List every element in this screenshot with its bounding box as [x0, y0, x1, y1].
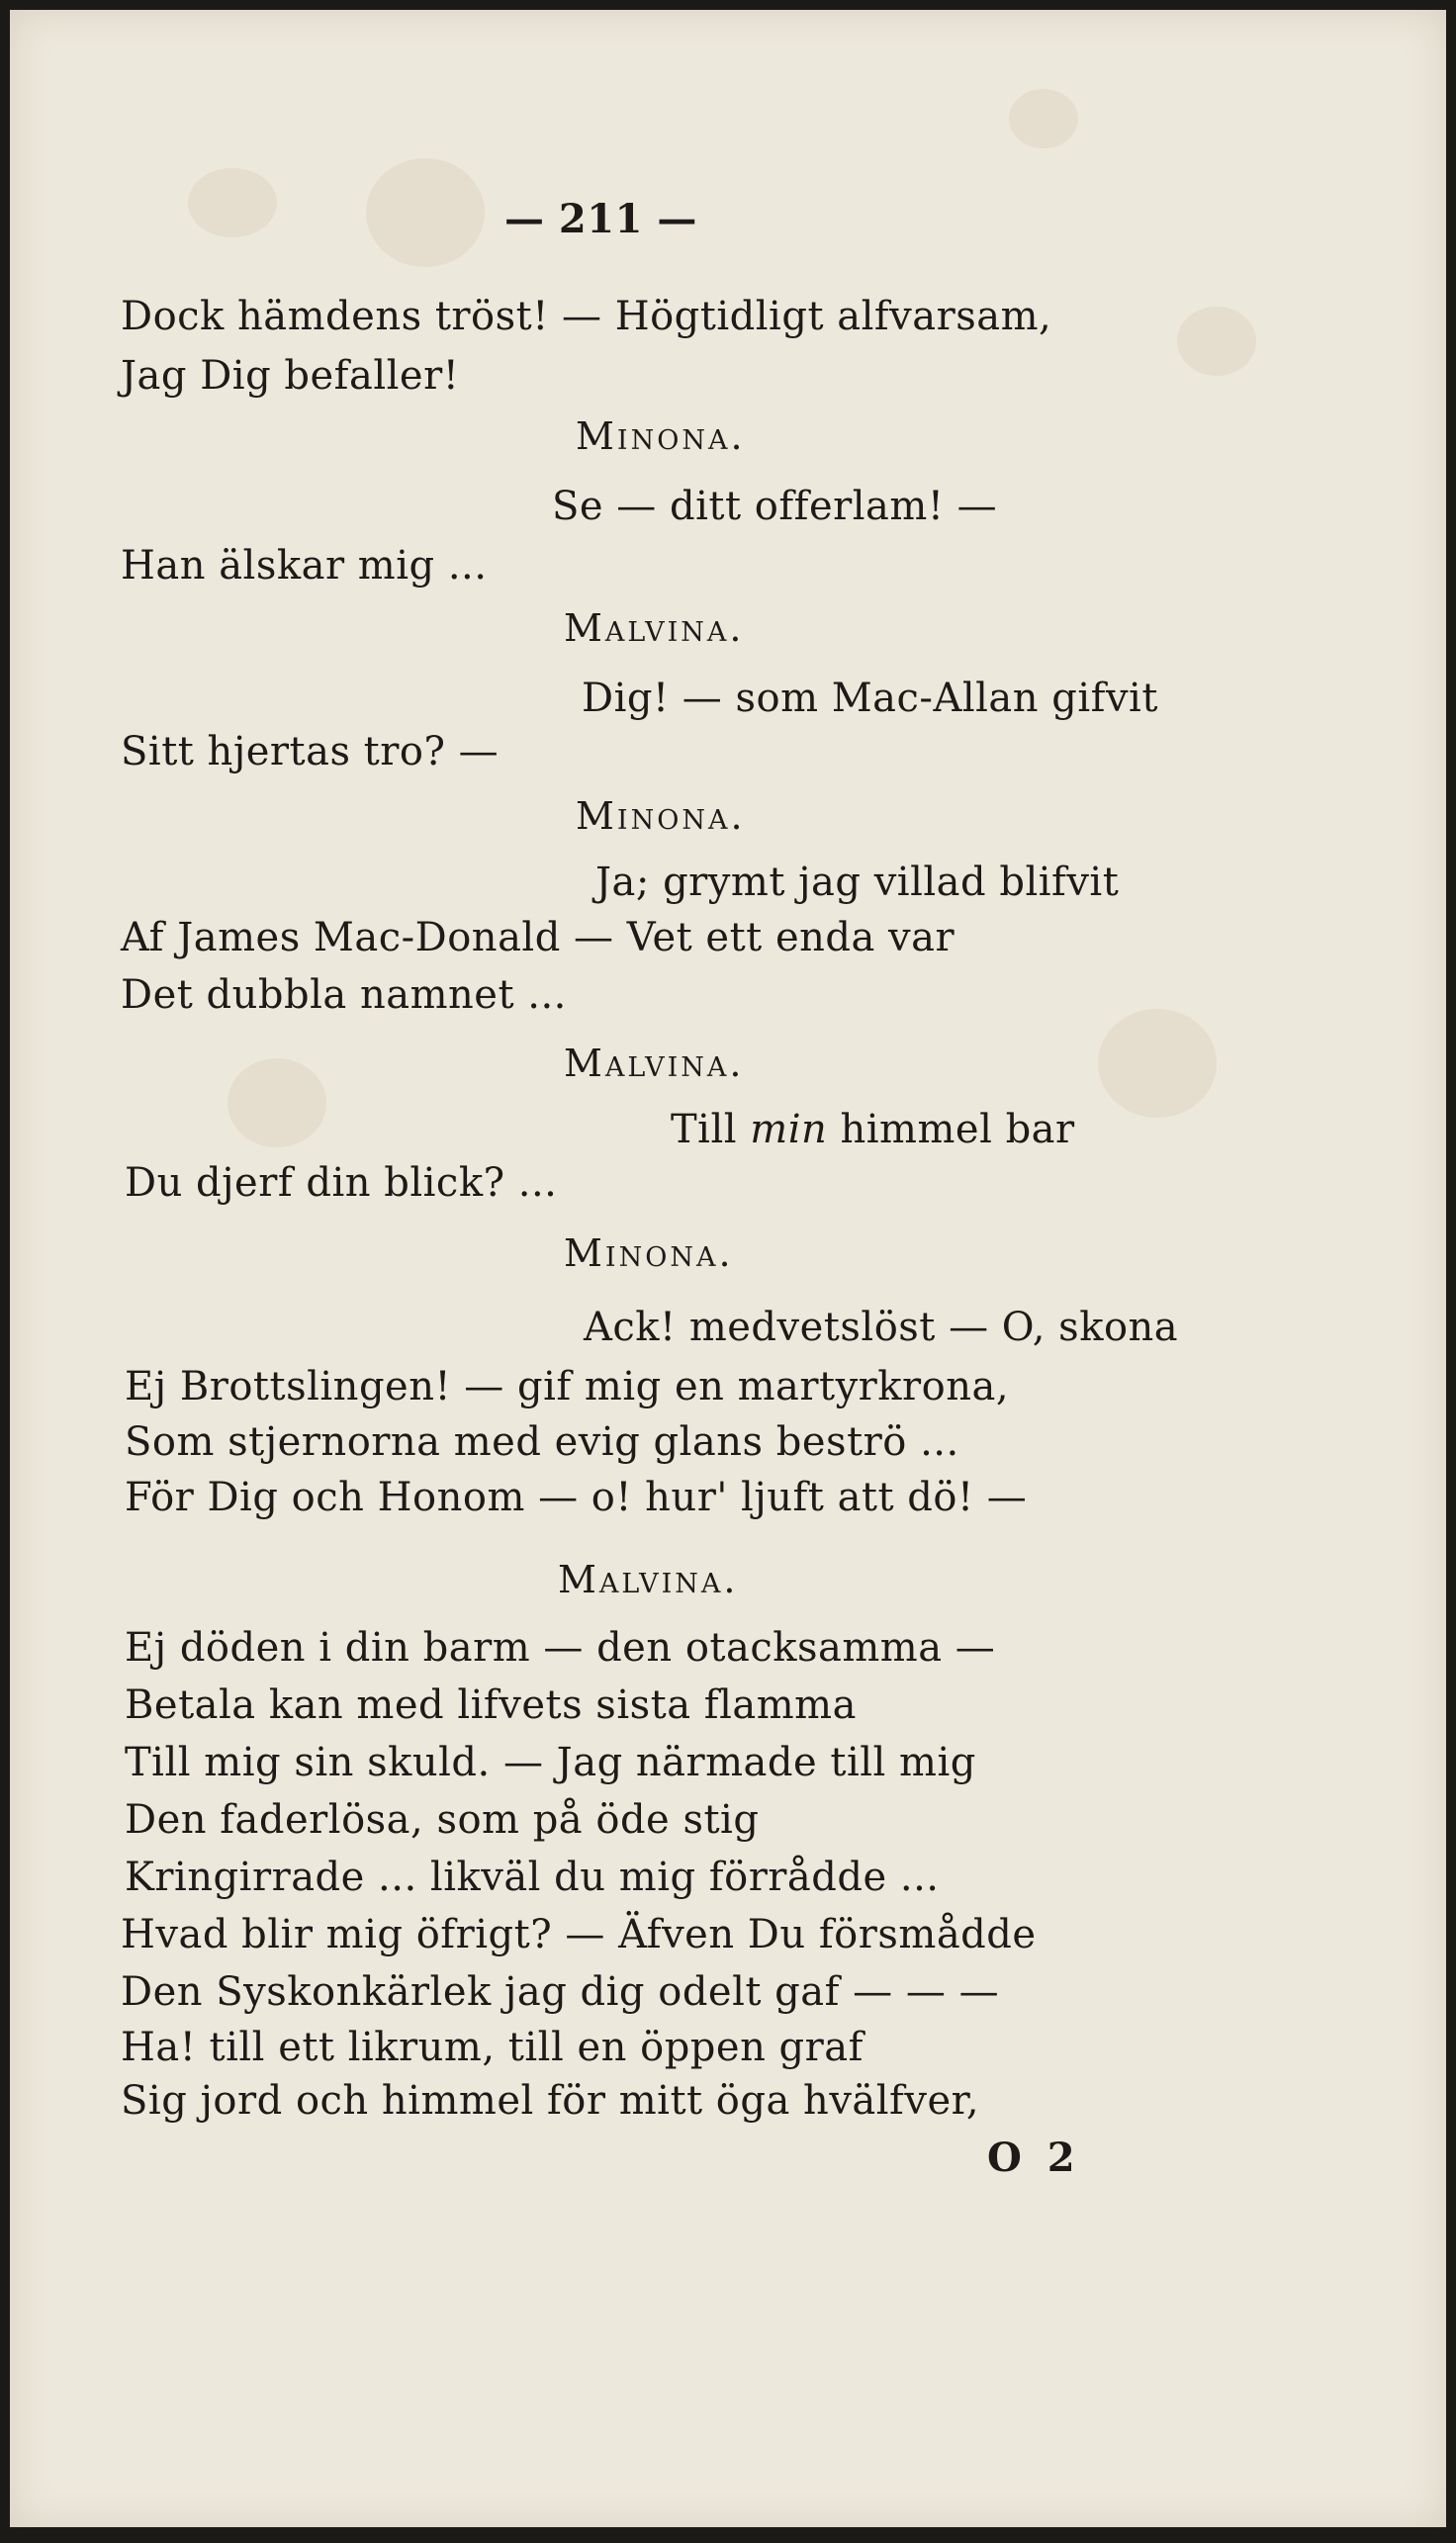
- verse-line: Ha! till ett likrum, till en öppen graf: [121, 2025, 864, 2070]
- verse-line: Sitt hjertas tro? —: [121, 729, 500, 774]
- printer-signature: O 2: [987, 2134, 1081, 2181]
- verse-line: Ej döden i din barm — den otacksamma —: [125, 1625, 996, 1671]
- book-page: [10, 10, 1446, 2527]
- verse-line: Han älskar mig ...: [121, 543, 488, 589]
- speaker-name: Minona.: [564, 1231, 734, 1275]
- verse-line: Jag Dig befaller!: [121, 353, 460, 399]
- verse-line: Se — ditt offerlam! —: [552, 484, 998, 529]
- speaker-name: Minona.: [576, 794, 746, 838]
- verse-line: För Dig och Honom — o! hur' ljuft att dö! —: [125, 1475, 1028, 1520]
- paper-stain: [366, 158, 485, 267]
- verse-line: Dig! — som Mac-Allan gifvit: [582, 676, 1158, 721]
- speaker-name: Minona.: [576, 414, 746, 458]
- speaker-name: Malvina.: [564, 606, 745, 650]
- paper-stain: [228, 1058, 326, 1147]
- verse-line: Hvad blir mig öfrigt? — Äfven Du försmådde: [121, 1912, 1037, 1957]
- verse-line: Den Syskonkärlek jag dig odelt gaf — — —: [121, 1969, 1000, 2015]
- paper-stain: [1098, 1009, 1217, 1118]
- verse-line: Ack! medvetslöst — O, skona: [584, 1305, 1179, 1350]
- speaker-name: Malvina.: [564, 1042, 745, 1085]
- verse-line: Ej Brottslingen! — gif mig en martyrkrona,: [125, 1364, 1010, 1409]
- verse-line: Betala kan med lifvets sista flamma: [125, 1682, 857, 1728]
- verse-line: Den faderlösa, som på öde stig: [125, 1797, 760, 1843]
- page-number: — 211 —: [504, 196, 697, 242]
- verse-line: Till min himmel bar: [671, 1107, 1075, 1152]
- verse-line: Du djerf din blick? ...: [125, 1160, 558, 1206]
- paper-stain: [1177, 307, 1256, 376]
- verse-line: Af James Mac-Donald — Vet ett enda var: [121, 915, 956, 960]
- paper-stain: [1009, 89, 1078, 148]
- verse-line: Dock hämdens tröst! — Högtidligt alfvarsam,: [121, 294, 1052, 339]
- verse-line: Sig jord och himmel för mitt öga hvälfver,: [121, 2078, 980, 2124]
- verse-line: Som stjernorna med evig glans beströ ...: [125, 1419, 959, 1465]
- verse-line: Kringirrade ... likväl du mig förrådde ...: [125, 1855, 940, 1900]
- paper-stain: [188, 168, 277, 237]
- verse-line: Det dubbla namnet ...: [121, 972, 567, 1018]
- verse-line: Ja; grymt jag villad blifvit: [595, 860, 1120, 905]
- speaker-name: Malvina.: [558, 1558, 739, 1601]
- verse-line: Till mig sin skuld. — Jag närmade till mig: [125, 1740, 976, 1785]
